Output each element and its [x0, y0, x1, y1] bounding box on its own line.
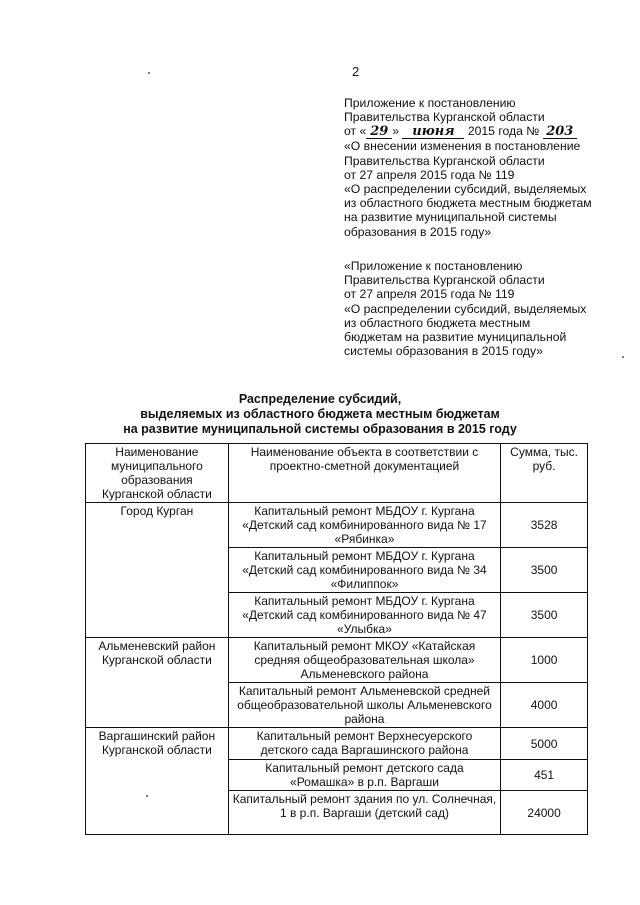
sum-cell: 4000: [501, 683, 588, 728]
title-line: Распределение субсидий,: [238, 392, 402, 406]
appendix-line: от 27 апреля 2015 года № 119: [344, 287, 515, 302]
object-cell: Капитальный ремонт здания по ул. Солнечная, 1 в р.п. Варгаши (детский сад): [228, 791, 500, 835]
appendix-line: Правительства Курганской области: [344, 273, 545, 288]
header-municipality: Наименование муниципального образования Курганской области: [86, 444, 229, 503]
municipality-cell: Варгашинский район Курганской области: [86, 728, 229, 835]
appendix-date-line: [344, 124, 592, 139]
title-line: на развитие муниципальной системы образования в 2015 году: [123, 422, 517, 436]
sum-cell: 24000: [501, 791, 588, 835]
appendix-header-current: [344, 96, 592, 239]
appendix-line: Правительства Курганской области: [344, 153, 545, 168]
appendix-line: на развитие муниципальной системы: [344, 210, 557, 225]
handwritten-number: 203: [543, 126, 577, 139]
object-cell: Капитальный ремонт МБДОУ г. Кургана «Детский сад комбинированного вида № 47 «Улыбка»: [228, 593, 500, 638]
appendix-line: системы образования в 2015 году»: [344, 344, 543, 359]
header-sum: Сумма, тыс. руб.: [501, 444, 588, 503]
sum-cell: 1000: [501, 638, 588, 683]
municipality-cell: Город Курган: [86, 503, 229, 638]
sum-cell: 3528: [501, 503, 588, 548]
document-title: [0, 392, 640, 437]
header-object: Наименование объекта в соответствии с проектно-сметной документацией: [228, 444, 500, 503]
table-row: [86, 638, 588, 683]
handwritten-day: 29: [366, 126, 392, 139]
sum-cell: 5000: [501, 728, 588, 760]
appendix-line: «Приложение к постановлению: [344, 259, 523, 273]
object-cell: Капитальный ремонт МБДОУ г. Кургана «Детский сад комбинированного вида № 17 «Рябинка»: [228, 503, 500, 548]
handwritten-month: июня: [402, 126, 464, 139]
scan-speck: [148, 72, 150, 74]
subsidy-table: [85, 443, 588, 835]
appendix-line: «О распределении субсидий, выделяемых: [344, 301, 587, 316]
object-cell: Капитальный ремонт Альменевской средней общеобразовательной школы Альменевского района: [228, 683, 500, 728]
municipality-cell: Альменевский район Курганской области: [86, 638, 229, 728]
table-row: [86, 503, 588, 548]
table-row: [86, 728, 588, 760]
table-header-row: [86, 444, 588, 503]
date-prefix: от «: [344, 124, 367, 139]
page-number: 2: [352, 64, 360, 79]
appendix-line: из областного бюджета местным: [344, 315, 531, 330]
appendix-line: из областного бюджета местным бюджетам: [344, 196, 592, 211]
appendix-line: от 27 апреля 2015 года № 119: [344, 167, 515, 182]
appendix-line: «О внесении изменения в постановление: [344, 139, 581, 154]
appendix-line: «О распределении субсидий, выделяемых: [344, 182, 587, 197]
title-line: выделяемых из областного бюджета местным бюджетам: [140, 407, 500, 421]
appendix-line: Правительства Курганской области: [344, 110, 545, 125]
object-cell: Капитальный ремонт МБДОУ г. Кургана «Детский сад комбинированного вида № 34 «Филиппок»: [228, 548, 500, 593]
appendix-line: образования в 2015 году»: [344, 224, 492, 239]
sum-cell: 3500: [501, 593, 588, 638]
appendix-line: Приложение к постановлению: [344, 96, 516, 110]
sum-cell: 451: [501, 760, 588, 791]
object-cell: Капитальный ремонт МКОУ «Катайская средняя общеобразовательная школа» Альменевского района: [228, 638, 500, 683]
scan-speck: [146, 795, 148, 797]
appendix-header-original: [344, 259, 586, 358]
object-cell: Капитальный ремонт Верхнесуерского детского сада Варгашинского района: [228, 728, 500, 760]
date-mid: »: [392, 124, 400, 139]
appendix-line: бюджетам на развитие муниципальной: [344, 330, 567, 345]
sum-cell: 3500: [501, 548, 588, 593]
object-cell: Капитальный ремонт детского сада «Ромашка» в р.п. Варгаши: [228, 760, 500, 791]
date-year: 2015 года №: [467, 124, 540, 139]
scan-speck: [622, 356, 624, 358]
